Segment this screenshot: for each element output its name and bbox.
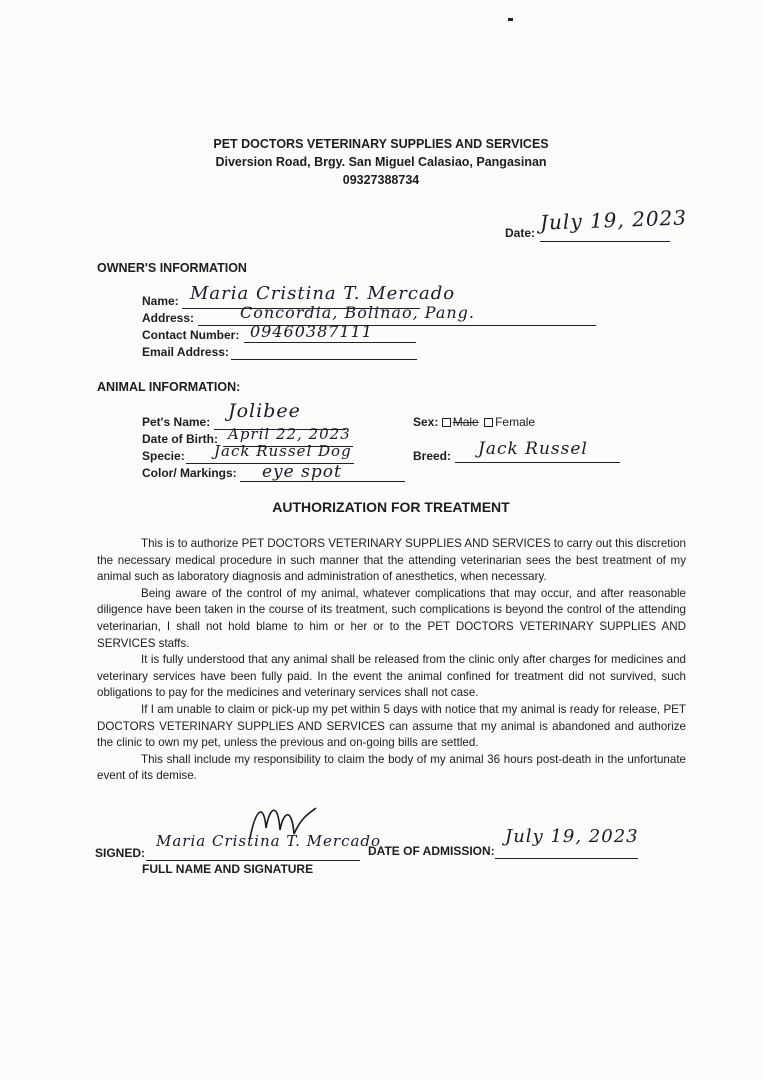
email-line — [231, 359, 417, 360]
authorization-title: AUTHORIZATION FOR TREATMENT — [272, 499, 510, 515]
date-value: July 19, 2023 — [539, 205, 688, 235]
signed-line — [146, 860, 360, 861]
sex-male-option: Male — [452, 415, 479, 429]
paragraph-4: If I am unable to claim or pick-up my pet within 5 days with notice that my animal is ready for release, PET DOCTORS VETERINARY SUPPLIES AND SERVICES can assume that my animal is abandoned and authorize the clinic to own my pet, unless the previous and on-going bills are settled. — [97, 702, 686, 750]
breed-line — [455, 462, 620, 463]
company-phone: 09327388734 — [342, 173, 420, 187]
color-value: eye spot — [262, 462, 342, 482]
color-label: Color/ Markings: — [142, 466, 237, 480]
signed-label: SIGNED: — [95, 846, 146, 860]
paragraph-3: It is fully understood that any animal shall be released from the clinic only after charges for medicines and veterinary services have been fully paid. In the event the animal confined for treatment did not survived, such obligations to pay for the medicines and veterinary services shall not case. — [97, 653, 686, 700]
specie-value: Jack Russel Dog — [214, 442, 352, 460]
contact-number-value: 09460387111 — [250, 322, 373, 341]
owner-section-title: OWNER'S INFORMATION — [97, 261, 247, 275]
date-label: Date: — [505, 226, 536, 240]
authorization-body — [97, 536, 686, 785]
specie-label: Specie: — [142, 449, 185, 463]
pet-name-label: Pet's Name: — [142, 415, 211, 429]
breed-label: Breed: — [413, 449, 452, 463]
owner-address-label: Address: — [142, 311, 195, 325]
email-label: Email Address: — [142, 345, 229, 359]
admission-label: DATE OF ADMISSION: — [368, 844, 495, 858]
male-checkbox — [442, 418, 451, 427]
company-address: Diversion Road, Brgy. San Miguel Calasiao, Pangasinan — [215, 155, 547, 169]
dob-label: Date of Birth: — [142, 432, 218, 446]
company-name: PET DOCTORS VETERINARY SUPPLIES AND SERVICES — [213, 137, 549, 151]
sex-label: Sex: — [413, 415, 439, 429]
signed-value: Maria Cristina T. Mercado — [156, 832, 382, 850]
pet-name-value: Jolibee — [228, 400, 301, 422]
breed-value: Jack Russel — [478, 439, 588, 459]
contact-number-line — [244, 342, 416, 343]
sex-field — [413, 415, 535, 429]
paragraph-2: Being aware of the control of my animal, whatever complications that may occur, and after reasonable diligence have been taken in the course of its treatment, such complications is beyond the control of the attending veterinarian, I shall not hold blame to him or her or to the PET DOCTORS VETERINARY SUPPLIES AND SERVICES staffs. — [97, 586, 686, 650]
paragraph-5: This shall include my responsibility to claim the body of my animal 36 hours post-death in the unfortunate event of its demise. — [97, 752, 686, 783]
contact-number-label: Contact Number: — [142, 328, 240, 342]
admission-line — [495, 858, 638, 859]
owner-name-value: Maria Cristina T. Mercado — [190, 283, 456, 304]
paragraph-1: This is to authorize PET DOCTORS VETERINARY SUPPLIES AND SERVICES to carry out this discretion the necessary medical procedure in such manner that the attending veterinarian sees the best treatment of my animal such as laboratory diagnosis and administration of anesthetics, when necessary. — [97, 537, 686, 584]
signature-caption: FULL NAME AND SIGNATURE — [142, 862, 314, 876]
female-checkbox — [484, 418, 493, 427]
dob-value: April 22, 2023 — [228, 425, 351, 443]
admission-value: July 19, 2023 — [505, 826, 639, 847]
owner-name-label: Name: — [142, 294, 179, 308]
owner-address-value: Concordia, Bolinao, Pang. — [240, 303, 475, 322]
sex-female-option: Female — [495, 415, 536, 429]
animal-section-title: ANIMAL INFORMATION: — [97, 380, 241, 394]
date-line — [540, 241, 670, 242]
speck-mark — [508, 18, 513, 21]
